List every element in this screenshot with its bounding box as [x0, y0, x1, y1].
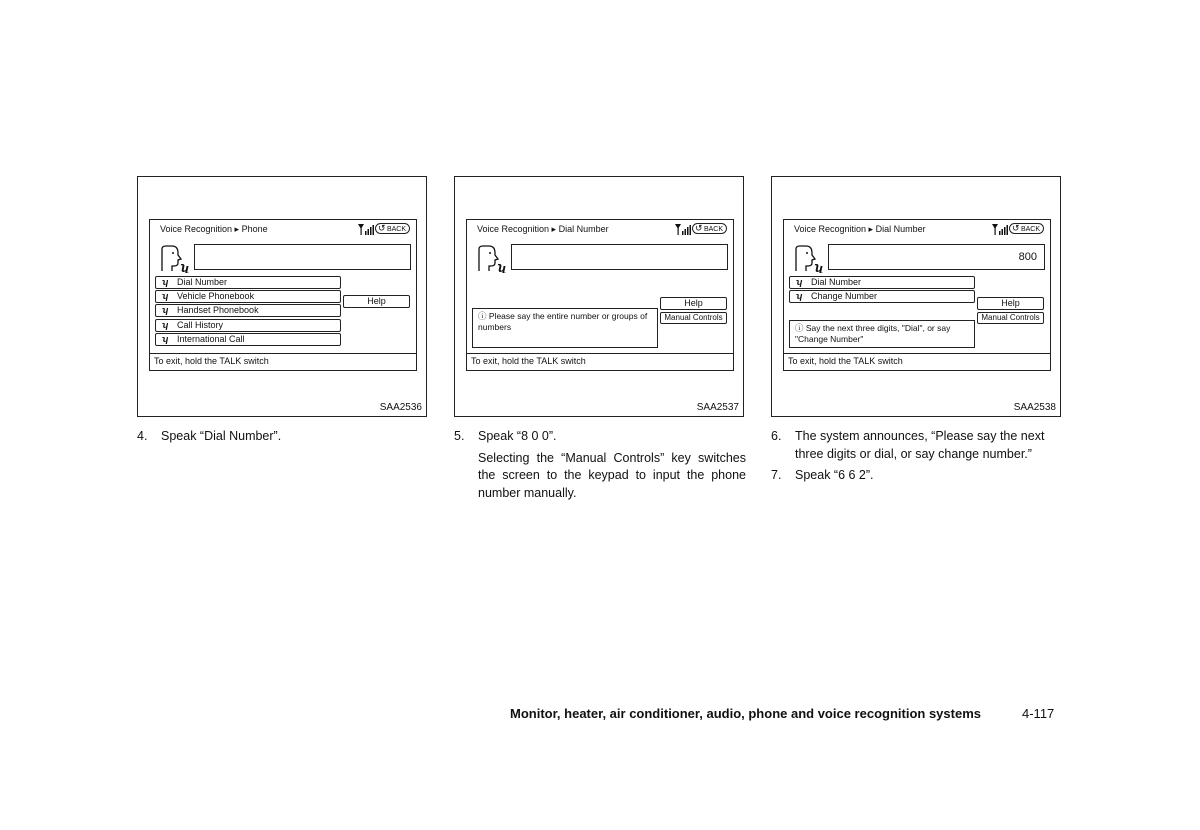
- step-6: 6. The system announces, “Please say the next three digits or dial, or say change number.”: [771, 429, 1045, 461]
- signal-icon: [675, 224, 691, 235]
- steps-column-3: [771, 428, 1063, 489]
- step-4: 4. Speak “Dial Number”.: [137, 429, 282, 443]
- number-input[interactable]: 800: [828, 244, 1045, 270]
- figure-voice-recognition-phone: [137, 176, 427, 417]
- back-button[interactable]: ↺ BACK: [375, 223, 410, 234]
- prompt-message: ⓘ Say the next three digits, "Dial", or say "Change Number": [789, 320, 975, 348]
- menu-item-handset-phonebook[interactable]: ʮ Handset Phonebook: [155, 304, 341, 317]
- figure-caption: SAA2537: [696, 402, 739, 413]
- svg-text:ʯ: ʯ: [498, 262, 507, 273]
- back-button[interactable]: ↺ BACK: [692, 223, 727, 234]
- screen-footer: To exit, hold the TALK switch: [467, 353, 733, 370]
- info-icon: ⓘ: [795, 323, 804, 333]
- voice-command-icon: ʮ: [796, 291, 803, 301]
- screen: [783, 219, 1051, 371]
- voice-face-icon: [475, 245, 507, 273]
- voice-command-icon: ʮ: [162, 291, 169, 301]
- step-5-note: Selecting the “Manual Controls” key switches the screen to the keypad to input the phone number manually.: [478, 450, 746, 500]
- voice-face-icon: [158, 245, 190, 273]
- svg-text:ʯ: ʯ: [181, 262, 190, 273]
- step-7: 7. Speak “6 6 2”.: [771, 468, 874, 482]
- figure-dial-number-empty: [454, 176, 744, 417]
- back-arrow-icon: ↺: [695, 223, 703, 233]
- voice-command-icon: ʮ: [796, 277, 803, 287]
- steps-column-1: [137, 428, 417, 450]
- menu-item-change-number[interactable]: ʮ Change Number: [789, 290, 975, 303]
- menu-item-call-history[interactable]: ʮ Call History: [155, 319, 341, 332]
- prompt-message: ⓘ Please say the entire number or groups of numbers: [472, 308, 658, 348]
- signal-icon: [992, 224, 1008, 235]
- screen-header: Voice Recognition ▸ Dial Number: [794, 224, 926, 234]
- screen: [149, 219, 417, 371]
- section-footer: Monitor, heater, air conditioner, audio, phone and voice recognition systems: [510, 706, 981, 721]
- voice-command-icon: ʮ: [162, 320, 169, 330]
- voice-face-icon: [792, 245, 824, 273]
- figure-dial-number-800: [771, 176, 1061, 417]
- voice-command-icon: ʮ: [162, 334, 169, 344]
- figure-caption: SAA2538: [1013, 402, 1056, 413]
- menu-item-international-call[interactable]: ʮ International Call: [155, 333, 341, 346]
- voice-command-icon: ʮ: [162, 305, 169, 315]
- number-input[interactable]: [194, 244, 411, 270]
- screen-header: Voice Recognition ▸ Phone: [160, 224, 268, 234]
- manual-controls-button[interactable]: Manual Controls: [660, 312, 727, 324]
- voice-command-icon: ʮ: [162, 277, 169, 287]
- figure-caption: SAA2536: [379, 402, 422, 413]
- menu-item-dial-number[interactable]: ʮ Dial Number: [789, 276, 975, 289]
- menu-item-vehicle-phonebook[interactable]: ʮ Vehicle Phonebook: [155, 290, 341, 303]
- screen-header: Voice Recognition ▸ Dial Number: [477, 224, 609, 234]
- back-arrow-icon: ↺: [378, 223, 386, 233]
- signal-icon: [358, 224, 374, 235]
- info-icon: ⓘ: [478, 311, 487, 321]
- manual-controls-button[interactable]: Manual Controls: [977, 312, 1044, 324]
- number-input[interactable]: [511, 244, 728, 270]
- menu-item-dial-number[interactable]: ʮ Dial Number: [155, 276, 341, 289]
- back-button[interactable]: ↺ BACK: [1009, 223, 1044, 234]
- back-arrow-icon: ↺: [1012, 223, 1020, 233]
- help-button[interactable]: Help: [977, 297, 1044, 310]
- help-button[interactable]: Help: [660, 297, 727, 310]
- step-5: 5. Speak “8 0 0”.: [454, 429, 557, 443]
- screen-footer: To exit, hold the TALK switch: [784, 353, 1050, 370]
- steps-column-2: [454, 428, 746, 506]
- page-number: 4-117: [1022, 706, 1055, 721]
- help-button[interactable]: Help: [343, 295, 410, 308]
- screen: [466, 219, 734, 371]
- screen-footer: To exit, hold the TALK switch: [150, 353, 416, 370]
- svg-text:ʯ: ʯ: [815, 262, 824, 273]
